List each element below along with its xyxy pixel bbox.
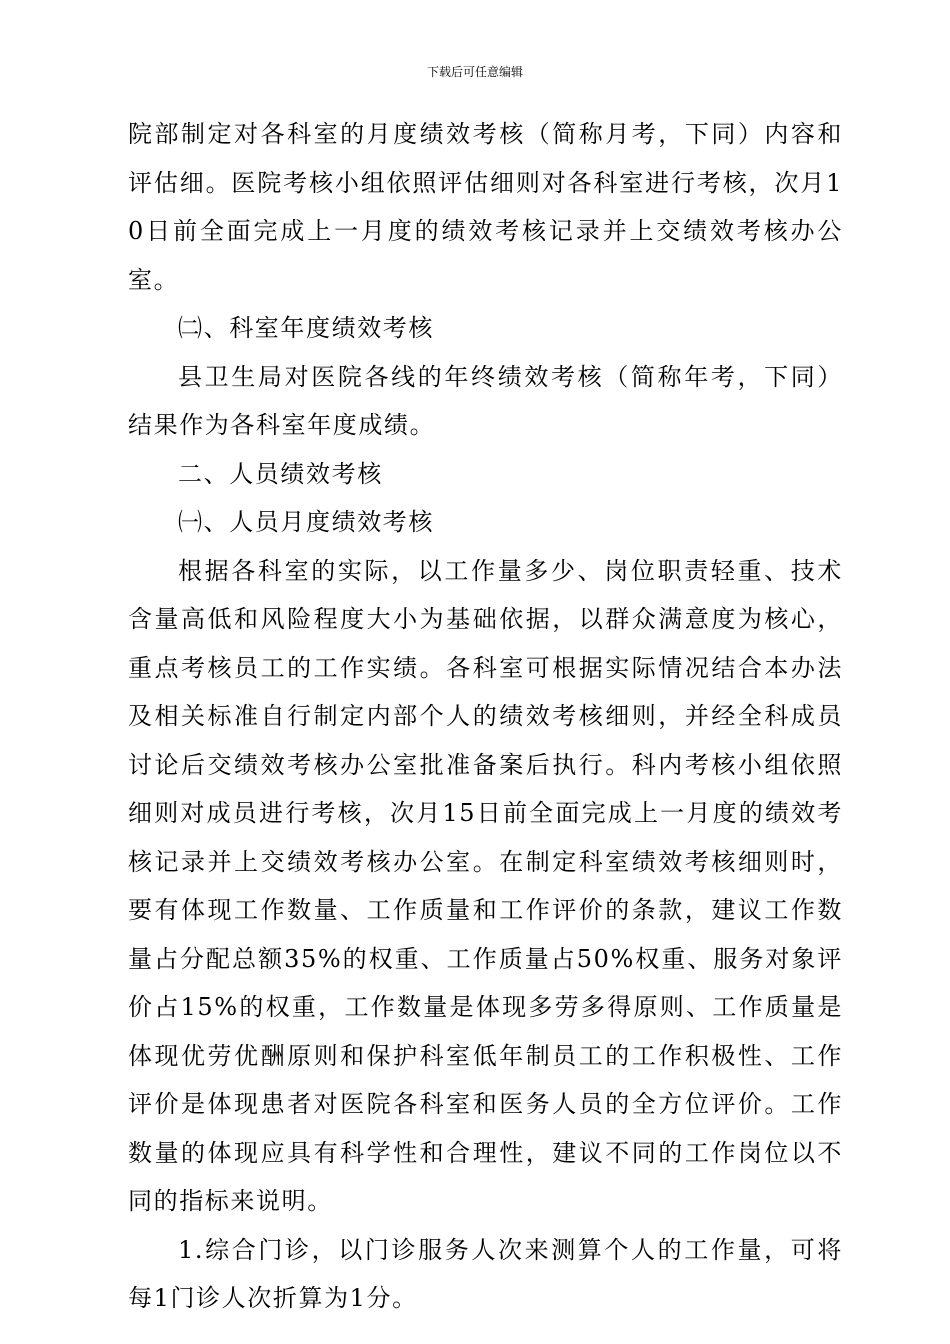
section-heading-dept-annual: ㈡、科室年度绩效考核: [178, 314, 434, 342]
paragraph-1: 院部制定对各科室的月度绩效考核（简称月考，下同）内容和评估细。医院考核小组依照评估细则对各科室进行考核，次月10日前全面完成上一月度的绩效考核记录并上交绩效考核办公室。: [128, 120, 843, 294]
paragraph-2: 县卫生局对医院各线的年终绩效考核（简称年考，下同）结果作为各科室年度成绩。: [128, 362, 843, 439]
paragraph-4: 1.综合门诊，以门诊服务人次来测算个人的工作量，可将每1门诊人次折算为1分。: [128, 1235, 843, 1312]
section-heading-staff-monthly: ㈠、人员月度绩效考核: [178, 508, 434, 536]
document-body: [128, 110, 843, 1323]
paragraph-3: 根据各科室的实际，以工作量多少、岗位职责轻重、技术含量高低和风险程度大小为基础依据，以群众满意度为核心，重点考核员工的工作实绩。各科室可根据实际情况结合本办法及相关标准自行制定内部个人的绩效考核细则，并经全科成员讨论后交绩效考核办公室批准备案后执行。科内考核小组依照细则对成员进行考核，次月15日前全面完成上一月度的绩效考核记录并上交绩效考核办公室。在制定科室绩效考核细则时，要有体现工作数量、工作质量和工作评价的条款，建议工作数量占分配总额35%的权重、工作质量占50%权重、服务对象评价占15%的权重，工作数量是体现多劳多得原则、工作质量是体现优劳优酬原则和保护科室低年制员工的工作积极性、工作评价是体现患者对医院各科室和医务人员的全方位评价。工作数量的体现应具有科学性和合理性，建议不同的工作岗位以不同的指标来说明。: [128, 556, 843, 1215]
section-heading-staff-assessment: 二、人员绩效考核: [178, 459, 383, 488]
page-header: 下载后可任意编辑: [426, 65, 523, 79]
